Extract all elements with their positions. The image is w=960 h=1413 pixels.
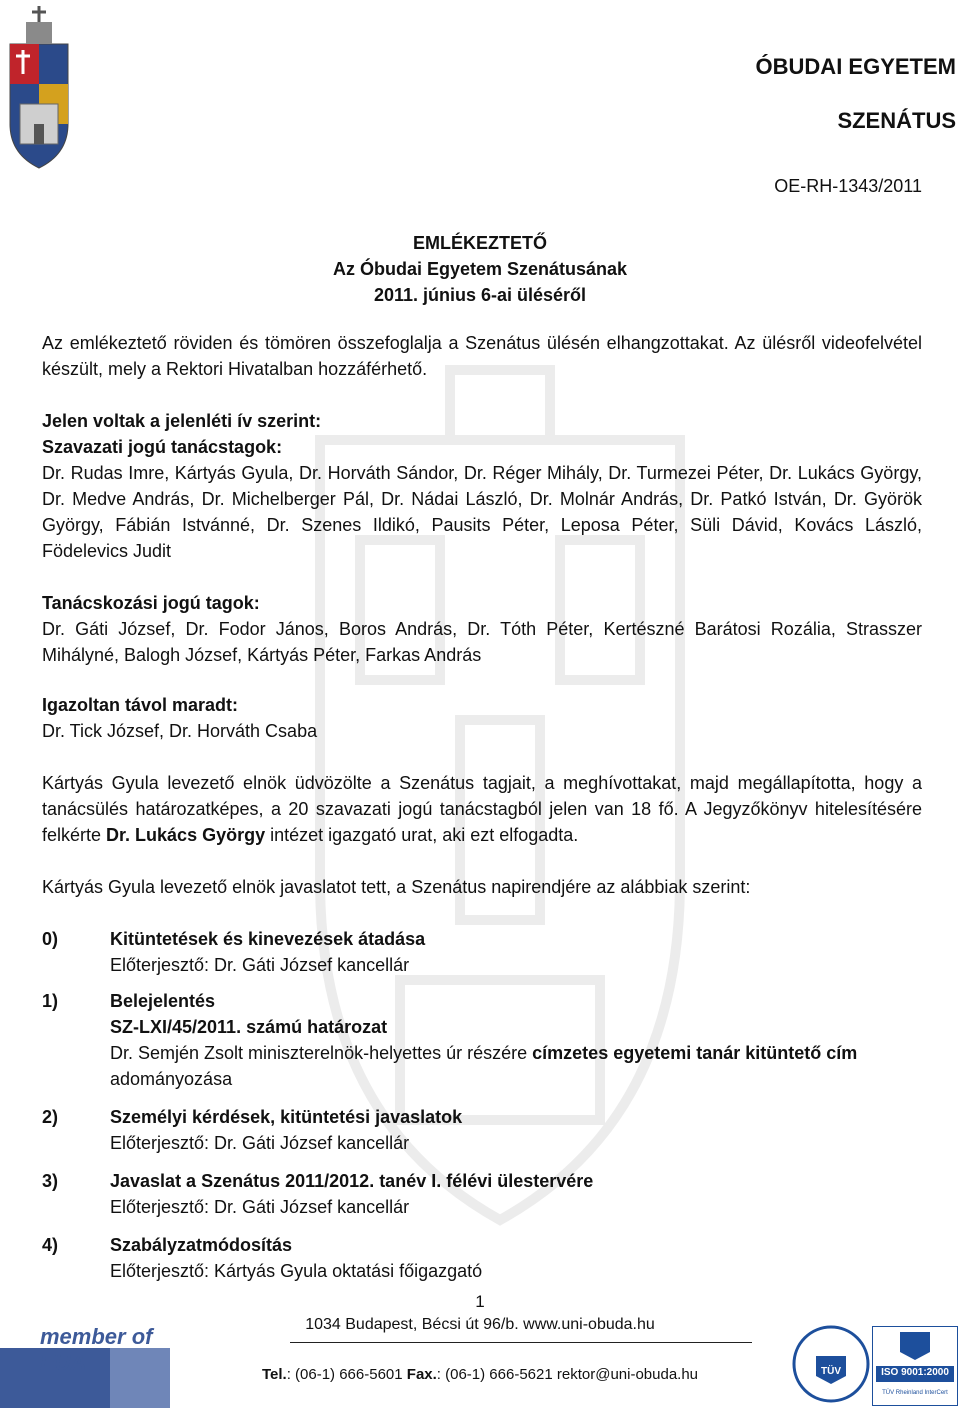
agenda-number: 4): [42, 1235, 59, 1255]
agenda-presenter: Előterjesztő: Dr. Gáti József kancellár: [110, 955, 410, 975]
agenda-item: [42, 926, 922, 978]
tuv-iso-badge: [872, 1326, 958, 1406]
agenda-intro: Kártyás Gyula levezető elnök javaslatot tett, a Szenátus napirendjére az alábbiak szerint:: [42, 877, 751, 897]
voting-members: Dr. Rudas Imre, Kártyás Gyula, Dr. Horváth Sándor, Dr. Réger Mihály, Dr. Turmezei Péter, Dr. Lukács György, Dr. Medve András, Dr. Michelberger Pál, Dr. Nádai László, Dr. Molnár András, Dr. Patkó István, Dr. Györök György, Fábián Istvánné, Dr. Szenes Ildikó, Pausits Péter, Leposa Péter, Süli Dávid, Kovács László, Födelevics Judit: [42, 463, 922, 561]
tuv-cert-logo: [792, 1322, 870, 1406]
footer-address: 1034 Budapest, Bécsi út 96/b. www.uni-obuda.hu: [305, 1316, 655, 1333]
agenda-subtitle: SZ-LXI/45/2011. számú határozat: [110, 1017, 388, 1037]
document-number: OE-RH-1343/2011: [774, 176, 922, 196]
agenda-number: 3): [42, 1171, 59, 1191]
eua-member-text: member of EUA: [40, 1324, 153, 1375]
agenda-presenter: Előterjesztő: Dr. Gáti József kancellár: [110, 1197, 410, 1217]
university-crest-icon: [6, 4, 72, 170]
agenda-title: Személyi kérdések, kitüntetési javaslatok: [110, 1107, 463, 1127]
agenda-detail-text: Dr. Semjén Zsolt miniszterelnök-helyettes úr részére: [110, 1043, 533, 1063]
authenticator-name: Dr. Lukács György: [106, 825, 266, 845]
title-line-3: 2011. június 6-ai üléséről: [373, 285, 587, 305]
tuv-iso-text: ISO 9001:2000: [881, 1367, 949, 1378]
excused-section: [42, 692, 922, 744]
agenda-title: Javaslat a Szenátus 2011/2012. tanév I. félévi ülestervére: [110, 1171, 594, 1191]
agenda-presenter: Előterjesztő: Kártyás Gyula oktatási főigazgató: [110, 1261, 483, 1281]
tuv-text: TÜV: [821, 1366, 841, 1377]
agenda-item: [42, 1232, 922, 1284]
university-name: ÓBUDAI EGYETEM: [755, 54, 956, 79]
agenda-detail-tail: adományozása: [110, 1069, 233, 1089]
agenda-number: 1): [42, 991, 59, 1011]
agenda-title: Belejelentés: [110, 991, 216, 1011]
senate-label: SZENÁTUS: [837, 108, 956, 133]
tuv-brand-text: TÜV Rheinland InterCert: [882, 1390, 948, 1396]
title-line-1: EMLÉKEZTETŐ: [413, 233, 547, 253]
agenda-item: [42, 1168, 922, 1220]
excused-heading: Igazoltan távol maradt:: [42, 695, 239, 715]
agenda-number: 0): [42, 929, 59, 949]
tel-label: Tel.: [261, 1366, 287, 1383]
agenda-detail-award: címzetes egyetemi tanár kitüntető cím: [532, 1043, 858, 1063]
attendance-heading: Jelen voltak a jelenléti ív szerint:: [42, 411, 322, 431]
opening-text: Kártyás Gyula levezető elnök üdvözölte a Szenátus tagjait, a meghívottakat, majd megállapította, hogy a tanácsülés határozatképes, a 20 szavazati jogú tanácstagból jelen van 18 fő. A Jegyzőkönyv hitelesítésére felkérte: [42, 773, 922, 845]
voting-heading: Szavazati jogú tanácstagok:: [42, 437, 283, 457]
document-title: [0, 230, 960, 308]
attendance-section: [42, 408, 922, 564]
fax-number: : (06-1) 666-5621 rektor@uni-obuda.hu: [436, 1366, 699, 1383]
footer-divider: [290, 1342, 752, 1343]
intro-paragraph: Az emlékeztető röviden és tömören összefoglalja a Szenátus ülésén elhangzottakat. Az ülésről videofelvétel készült, mely a Rektori Hivatalban hozzáférhető.: [42, 333, 922, 379]
fax-label: Fax.: [406, 1366, 437, 1383]
agenda-presenter: Előterjesztő: Dr. Gáti József kancellár: [110, 1133, 410, 1153]
tuv-cert-icon: [792, 1322, 870, 1406]
opening-tail: intézet igazgató urat, aki ezt elfogadta.: [265, 825, 579, 845]
agenda-detail: [110, 1040, 922, 1092]
advisory-members: Dr. Gáti József, Dr. Fodor János, Boros András, Dr. Tóth Péter, Kertészné Barátosi Rozália, Strasszer Mihályné, Balogh József, Kártyás Péter, Farkas András: [42, 619, 922, 665]
page-number: 1: [475, 1292, 485, 1311]
agenda-item: [42, 1104, 922, 1156]
agenda-title: Szabályzatmódosítás: [110, 1235, 293, 1255]
agenda-title: Kitüntetések és kinevezések átadása: [110, 929, 426, 949]
advisory-heading: Tanácskozási jogú tagok:: [42, 593, 260, 613]
opening-paragraph: [42, 770, 922, 848]
tel-number: : (06-1) 666-5601: [286, 1366, 407, 1383]
title-line-2: Az Óbudai Egyetem Szenátusának: [332, 259, 628, 279]
agenda-item: [42, 988, 922, 1092]
advisory-section: [42, 590, 922, 668]
eua-logo: [0, 1322, 170, 1408]
agenda-number: 2): [42, 1107, 59, 1127]
excused-members: Dr. Tick József, Dr. Horváth Csaba: [42, 721, 318, 741]
